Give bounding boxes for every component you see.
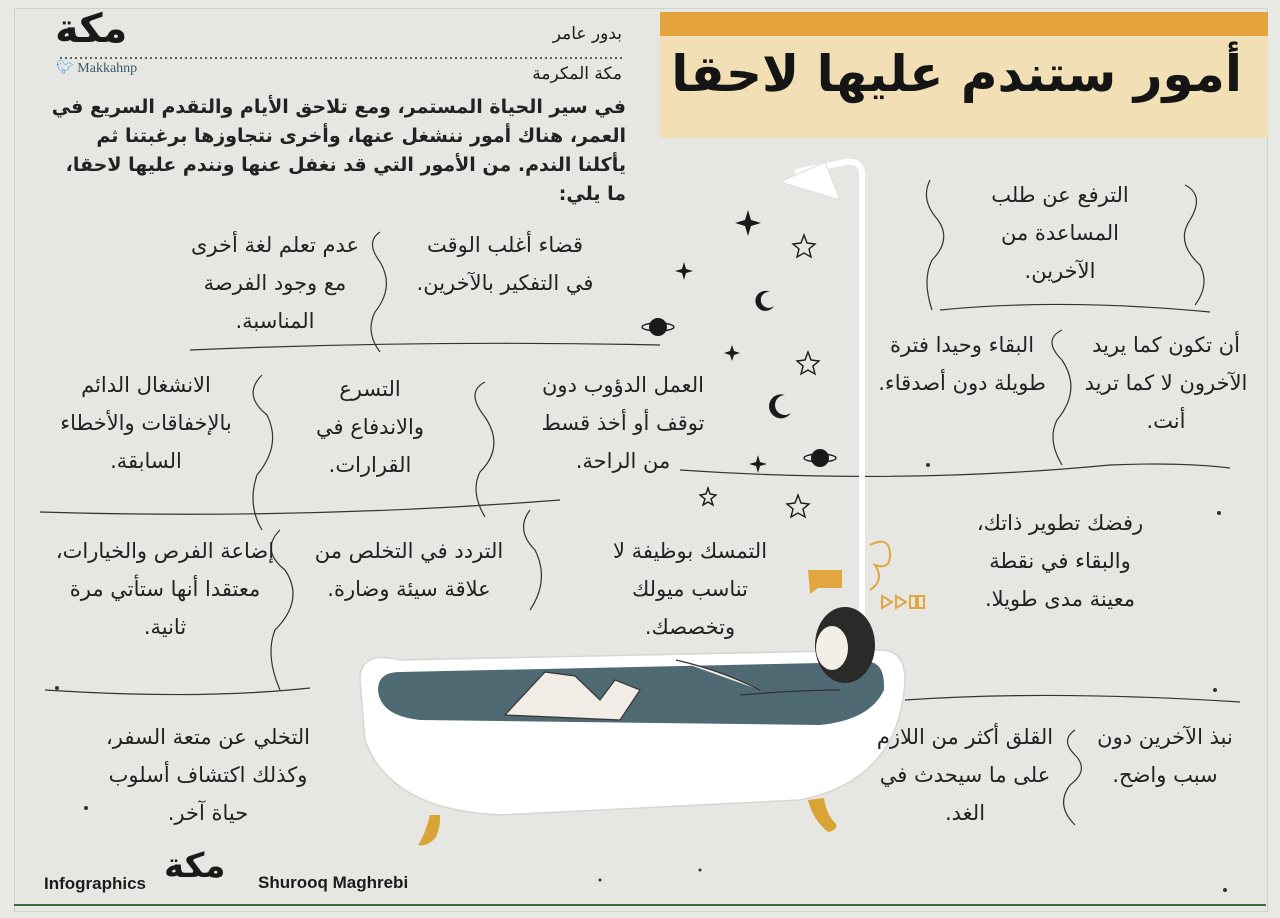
item-text: الترفع عن طلب المساعدة من الآخرين. <box>991 183 1129 283</box>
footer-makkah-logo: مكة <box>164 846 226 886</box>
designer-name: Shurooq Maghrebi <box>258 873 409 892</box>
item-text: التخلي عن متعة السفر، وكذلك اكتشاف أسلوب حياة آخر. <box>105 725 311 825</box>
item-text: التردد في التخلص من علاقة سيئة وضارة. <box>314 539 504 601</box>
page-title: أمور ستندم عليها لاحقا <box>671 45 1242 103</box>
item-text: قضاء أغلب الوقت في التفكير بالآخرين. <box>416 233 594 295</box>
item-text: البقاء وحيدا فترة طويلة دون أصدقاء. <box>878 333 1046 395</box>
item-text: التسرع والاندفاع في القرارات. <box>315 377 424 477</box>
title-accent-bar <box>660 12 1268 36</box>
item-text: إضاعة الفرص والخيارات، معتقدا أنها ستأتي مرة ثانية. <box>55 539 275 639</box>
item-text: القلق أكثر من اللازم على ما سيحدث في الغد. <box>876 725 1054 825</box>
bird-icon: 🐦︎ <box>56 61 74 76</box>
item-text: أن تكون كما يريد الآخرون لا كما تريد أنت. <box>1084 333 1248 433</box>
makkah-logo: مكة <box>55 6 128 52</box>
item-text: الانشغال الدائم بالإخفاقات والأخطاء السابقة. <box>60 373 232 473</box>
item-text: رفضك تطوير ذاتك، والبقاء في نقطة معينة مدى طويلا. <box>976 511 1144 611</box>
intro-paragraph: في سير الحياة المستمر، ومع تلاحق الأيام والتقدم السريع في العمر، هناك أمور ننشغل عنها، وأخرى نتجاوزها برغبتنا ثم يأكلنا الندم. من الأمور التي قد نغفل عنها ونندم عليها لاحقا، ما يلي: <box>51 96 626 205</box>
item-text: العمل الدؤوب دون توقف أو أخذ قسط من الراحة. <box>541 373 705 473</box>
handle-text: Makkahnp <box>77 61 138 76</box>
item-text: التمسك بوظيفة لا تناسب ميولك وتخصصك. <box>612 539 768 639</box>
author-city: مكة المكرمة <box>532 64 622 84</box>
author-name: بدور عامر <box>552 24 622 44</box>
twitter-handle <box>56 60 137 77</box>
footer-infographics-label: Infographics <box>44 874 147 893</box>
item-text: عدم تعلم لغة أخرى مع وجود الفرصة المناسبة. <box>190 233 360 333</box>
item-text: نبذ الآخرين دون سبب واضح. <box>1097 725 1233 787</box>
